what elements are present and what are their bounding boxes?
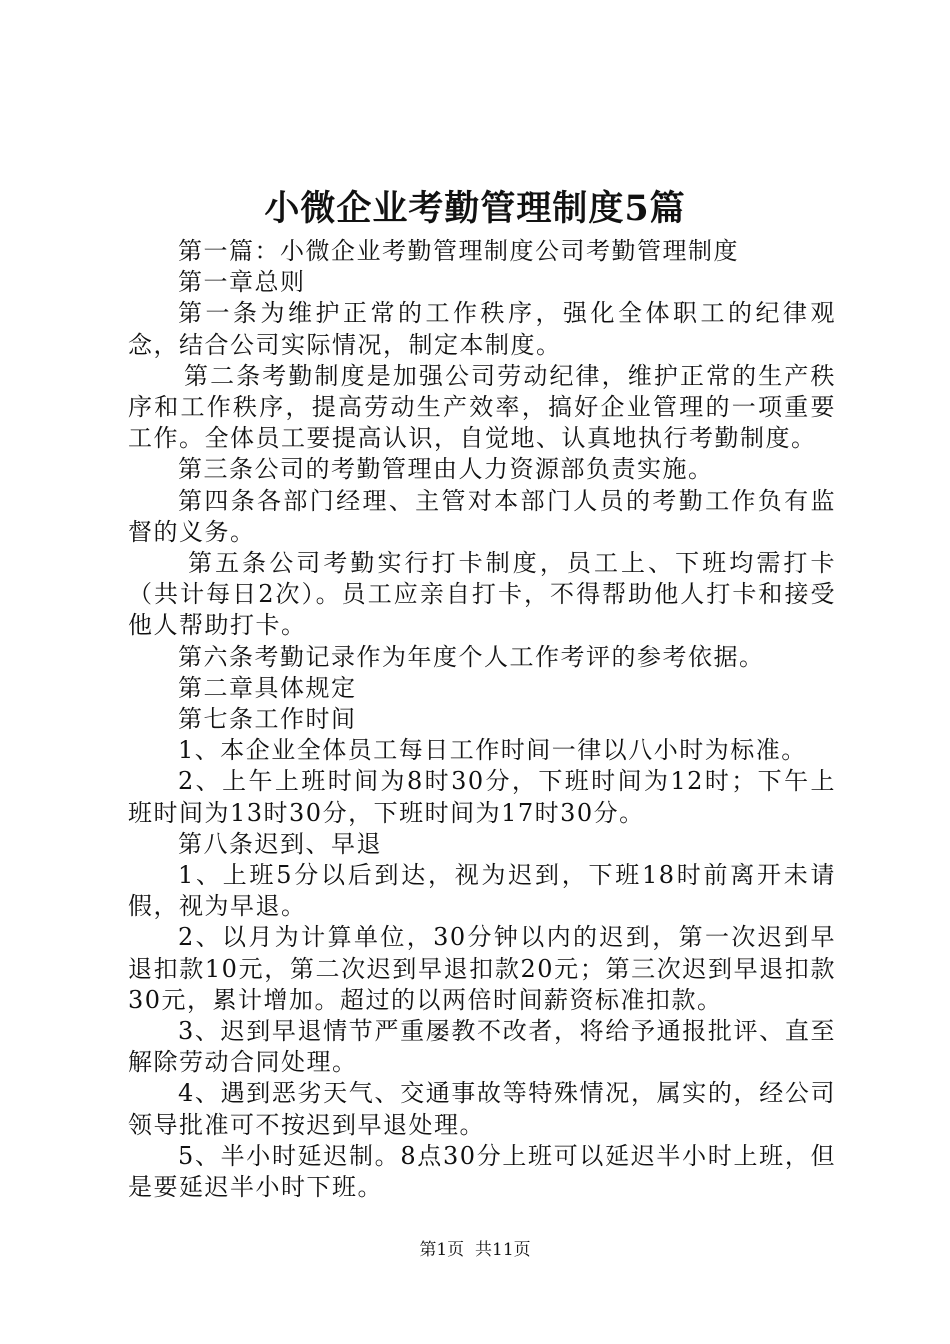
paragraph-article-8-item-2: 2、以月为计算单位，30分钟以内的迟到，第一次迟到早退扣款10元，第二次迟到早退扣款20元；第三次迟到早退扣款30元，累计增加。超过的以两倍时间薪资标准扣款。 xyxy=(128,923,836,1014)
paragraph-article-4: 第四条各部门经理、主管对本部门人员的考勤工作负有监督的义务。 xyxy=(128,486,836,546)
paragraph-article-5: 第五条公司考勤实行打卡制度，员工上、下班均需打卡（共计每日2次）。员工应亲自打卡，不得帮助他人打卡和接受他人帮助打卡。 xyxy=(128,549,836,640)
paragraph-chapter-2-heading: 第二章具体规定 xyxy=(178,673,357,702)
paragraph-article-8-heading: 第八条迟到、早退 xyxy=(178,829,382,858)
document-title: 小微企业考勤管理制度5篇 xyxy=(264,188,686,229)
paragraph-article-8-item-4: 4、遇到恶劣天气、交通事故等特殊情况，属实的，经公司领导批准可不按迟到早退处理。 xyxy=(128,1079,836,1139)
page-number: 第1页 xyxy=(419,1240,465,1260)
paragraph-article-7-item-2: 2、上午上班时间为8时30分，下班时间为12时；下午上班时间为13时30分，下班时间为17时30分。 xyxy=(128,767,836,827)
paragraph-article-1: 第一条为维护正常的工作秩序，强化全体职工的纪律观念，结合公司实际情况，制定本制度。 xyxy=(128,299,836,359)
paragraph-article-8-item-1: 1、上班5分以后到达，视为迟到，下班18时前离开未请假，视为早退。 xyxy=(128,861,836,921)
paragraph-article-3: 第三条公司的考勤管理由人力资源部负责实施。 xyxy=(178,455,714,484)
paragraph-article-2: 第二条考勤制度是加强公司劳动纪律，维护正常的生产秩序和工作秩序，提高劳动生产效率，搞好企业管理的一项重要工作。全体员工要提高认识，自觉地、认真地执行考勤制度。 xyxy=(128,361,836,453)
page-footer xyxy=(0,1238,950,1262)
paragraph-part-heading: 第一篇：小微企业考勤管理制度公司考勤管理制度 xyxy=(178,237,739,265)
paragraph-article-8-item-5: 5、半小时延迟制。8点30分上班可以延迟半小时上班，但是要延迟半小时下班。 xyxy=(128,1141,836,1202)
paragraph-article-6: 第六条考勤记录作为年度个人工作考评的参考依据。 xyxy=(178,642,765,671)
paragraph-chapter-1-heading: 第一章总则 xyxy=(178,268,306,297)
paragraph-article-8-item-3: 3、迟到早退情节严重屡教不改者，将给予通报批评、直至解除劳动合同处理。 xyxy=(128,1017,836,1077)
page-total: 共11页 xyxy=(475,1240,531,1260)
paragraph-article-7-item-1: 1、本企业全体员工每日工作时间一律以八小时为标准。 xyxy=(178,736,807,765)
document-body xyxy=(128,236,836,1203)
paragraph-article-7-heading: 第七条工作时间 xyxy=(178,705,357,734)
